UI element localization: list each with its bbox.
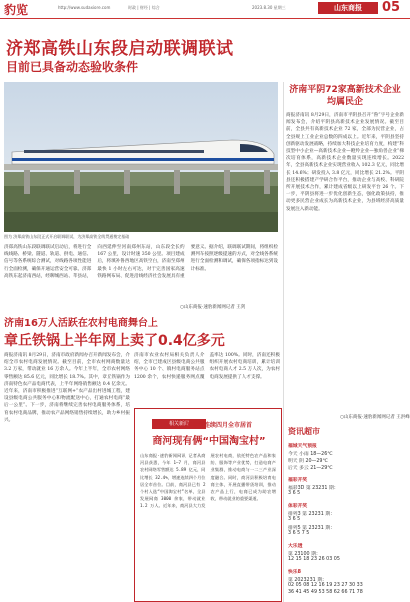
newspaper-logo: 豹览 [4, 3, 29, 17]
article-byline: ○山东商报·速豹新闻网记者 王剑 [180, 305, 246, 310]
related-news-title: 商河现有俩“中国淘宝村” [152, 436, 266, 447]
train-photo-illustration [4, 82, 278, 232]
right-article-byline: ○山东商报·速豹新闻网记者 王洪峰 [340, 415, 410, 420]
lottery-line: 排列5 第 23231 期： [288, 526, 335, 531]
related-news-tag: 相关新闻 [152, 419, 206, 429]
lottery-line: 12 15 18 23 26 03 05 [288, 557, 340, 562]
right-article-title: 济南平阴72家高新技术企业均属民企 [289, 85, 401, 107]
page-number: 05 [382, 0, 401, 15]
weather-line: 今天 小雨 18—26℃ [288, 452, 333, 457]
lottery-tag: 大乐透 [288, 544, 303, 549]
lottery-line: 02 05 08 12 16 19 23 27 30 33 [288, 583, 363, 588]
issue-date: 2023.8.30 星期三 [252, 5, 286, 10]
lottery-tag: 快乐8 [288, 570, 301, 575]
train-photo [4, 82, 278, 232]
article2-body-left: 商报济南讯 8月29日，济南市政府新闻办召开新闻发布会，介绍全市农村电商发展情况。截至目前，全市农村网商数量达 3.2 万家，带动就业 16 万余人。今年上半年，全市农村网络零售额达 85.6 亿元，同比增长 18.7%。其中，章丘铁锅作为济南特色农产品电商代表，上半年网络销售额达 0.4 亿余元。近年来，济南市积极推进“互联网+”农产品出村进城工程，建设县级电商公共服务中心和物流配送中心，打通农村电商“最后一公里”。下一步，济南将继续完善农村电商服务体系，培育农村电商品牌，推动农产品网络销售持续增长，助力乡村振兴。 [4, 353, 130, 423]
lottery-tag: 福彩开奖 [288, 478, 308, 483]
lottery-line: 福彩3D 第 23231 期： [288, 486, 339, 491]
lottery-line: 第 2023231 期： [288, 578, 327, 583]
column-divider [283, 82, 284, 602]
right-article-body: 商报济南讯 8月29日，济南市平阴县召开“鲁”字号企业新闻发布会，介绍平阴县高新技术企业发展情况。截至目前，全县共有高新技术企业 72 家，全部为民营企业，占全县规上工业企业总数的四成以上。近年来，平阴县坚持创新驱动发展战略，持续加大科技企业培育力度，构建“科技型中小企业—高新技术企业—瞪羚企业—独角兽企业”梯次培育体系，高新技术企业数量实现连续增长。2022 年，全县高新技术企业实现营业收入 102.3 亿元，同比增长 14.6%；研发投入 3.8 亿元，同比增长 21.2%。平阴县还积极搭建产学研合作平台，推动企业与高校、科研院所开展技术合作，累计建成省级以上研发平台 26 个。下一步，平阴县将进一步优化创新生态，强化政策扶持，推动更多民营企业成长为高新技术企业，为县域经济高质量发展注入新动能。 [286, 113, 404, 212]
article-body: 济郑高铁山东段联调联试启动后，将进行全线线路、桥梁、隧道、轨道、供电、通信、信号等各系统综合测试，对线路各项性能进行全面检测，确保开通运营安全可靠。济郑高铁东起济南西站，经聊城西站、莘县站，向西延伸至河南郑州东站，山东段全长约 167 公里，设计时速 350 公里。项目建成后，将填补鲁西地区高铁空白，济南至郑州最快 1 小时左右可达，对于完善国家高速铁路网布局、促进沿线经济社会发展具有重要意义。据介绍，联调联试期间，将组织检测列车按照逐级提速的方式，对全线各系统进行全面检测和调试，确保各项指标达到设计标准。 [4, 245, 278, 279]
main-subheadline: 目前已具备动态验收条件 [6, 60, 139, 74]
brand-badge: 山东商报 [318, 2, 378, 14]
site-url[interactable]: http://www.sudaxiore.com [58, 5, 111, 10]
article2-kicker: 济南16万人活跃在农村电商舞台上 [4, 318, 158, 329]
weather-line: 明天 阴 20—29℃ [288, 459, 328, 464]
article2-body-right: 济南市农业农村局相关负责人介绍，全市已建成区县级电商公共服务中心 10 个、镇村电商服务站点 1200 余个，农村快递服务网点覆盖率达 100%。同时，济南还积极组织开展农村电商培训，累计培训农村电商人才 2.5 万人次，为农村电商发展提供了人才支撑。 [134, 353, 280, 380]
lottery-line: 3 6 5 [288, 517, 301, 522]
lottery-line: 3 6 5 [288, 491, 301, 496]
lottery-line: 3 6 5 7 5 [288, 531, 310, 536]
photo-caption: 图为 济郑高铁山东段正式开启联调联试，为济郑高铁全线贯通奠定基础 [4, 234, 130, 239]
weather-line: 后天 多云 21—29℃ [288, 466, 333, 471]
lottery-line: 第 23100 期： [288, 552, 321, 557]
weather-tag: 福城天气预报 [288, 444, 317, 449]
related-news-body: 山东商报·速豹新闻网讯 记者从商河县获悉，今年 1—7 月，商河县农村网络零售额达 5.89 亿元，同比增长 32.4%，增速连续四个月位居全市首位。目前，商河县已有 2 个村入选“中国淘宝村”名单，全县发展网商 3000 余家，带动就业 1.2 万人。近年来，商河县大力发展农村电商，依托特色农产品和家纺、服饰等产业优势，打造电商产业集群，推动电商与一二三产业深度融合。同时，商河县积极培育电商主体，开展直播带货培训，推动农产品上行，电商已成为助农增收、带动就业的重要渠道。 [140, 453, 276, 509]
info-heading: 资讯超市 [288, 427, 320, 436]
section-nav: 时政 | 财经 | 综合 [128, 5, 160, 10]
related-news-kicker: 网零额连续四月全市居首 [186, 422, 253, 429]
lottery-line: 排列3 第 23231 期： [288, 512, 335, 517]
article2-title: 章丘铁锅上半年网上卖了0.4亿多元 [4, 333, 225, 349]
main-headline: 济郑高铁山东段启动联调联试 [6, 39, 234, 59]
lottery-tag: 体彩开奖 [288, 504, 308, 509]
lottery-line: 36 41 45 49 53 58 62 66 71 78 [288, 590, 363, 595]
